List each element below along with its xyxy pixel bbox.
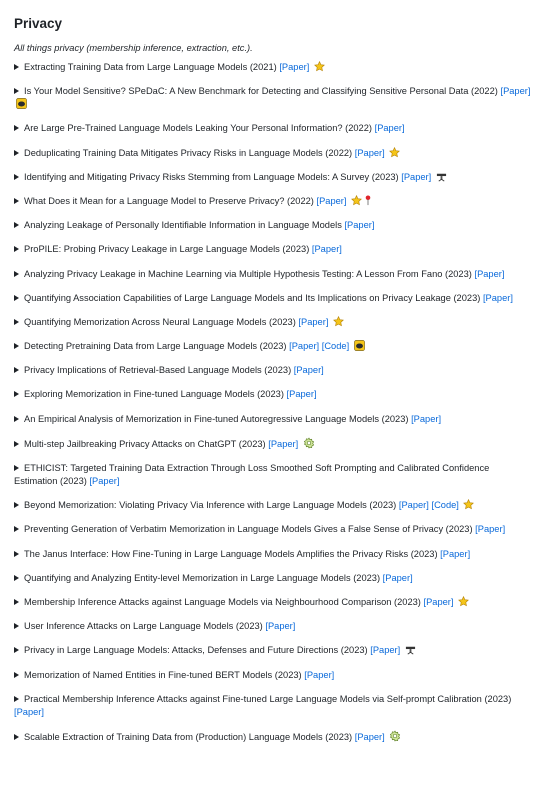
code-link-label: Code — [434, 500, 457, 511]
paper-link-label: Paper — [267, 621, 293, 632]
paper-item[interactable] — [14, 669, 535, 682]
paper-title: Beyond Memorization: Violating Privacy Via Inference with Large Language Models (2023) — [24, 500, 397, 511]
paper-item[interactable] — [14, 462, 535, 488]
paper-link[interactable]: [Paper] — [354, 147, 385, 158]
paper-link[interactable]: [Paper] — [440, 548, 471, 559]
paper-title: Are Large Pre-Trained Language Models Leaking Your Personal Information? (2022) — [24, 123, 372, 134]
star-icon — [351, 195, 362, 206]
paper-item[interactable] — [14, 620, 535, 633]
paper-link-label: Paper — [377, 123, 402, 134]
expand-triangle-icon[interactable] — [14, 295, 19, 301]
expand-triangle-icon[interactable] — [14, 441, 19, 447]
paper-item[interactable] — [14, 122, 535, 135]
paper-item[interactable] — [14, 693, 535, 719]
paper-link[interactable]: [Paper] — [89, 476, 120, 486]
paper-link-label: Paper — [92, 476, 117, 486]
paper-item[interactable] — [14, 268, 535, 281]
star-icon — [333, 316, 344, 327]
expand-triangle-icon[interactable] — [14, 391, 19, 397]
paper-link[interactable]: [Paper] — [401, 171, 432, 182]
expand-triangle-icon[interactable] — [14, 271, 19, 277]
expand-triangle-icon[interactable] — [14, 647, 19, 653]
paper-item[interactable] — [14, 523, 535, 536]
paper-title: Analyzing Privacy Leakage in Machine Learning via Multiple Hypothesis Testing: A Lesson From Fano (2023) — [24, 268, 472, 279]
paper-title: Scalable Extraction of Training Data from (Production) Language Models (2023) — [24, 731, 353, 742]
paper-link-label: Paper — [291, 341, 317, 352]
code-link-label: Code — [324, 341, 347, 352]
paper-link[interactable]: [Paper] — [370, 645, 401, 656]
expand-triangle-icon[interactable] — [14, 367, 19, 373]
telescope-icon — [405, 644, 416, 655]
paper-link[interactable]: [Paper] — [474, 268, 505, 279]
expand-triangle-icon[interactable] — [14, 416, 19, 422]
paper-item[interactable] — [14, 219, 535, 232]
paper-title: Memorization of Named Entities in Fine-tuned BERT Models (2023) — [24, 669, 302, 680]
paper-item[interactable] — [14, 171, 535, 184]
expand-triangle-icon[interactable] — [14, 623, 19, 629]
paper-item[interactable] — [14, 644, 535, 657]
star-icon — [314, 61, 325, 72]
paper-link-label: Paper — [289, 389, 314, 400]
paper-title: Identifying and Mitigating Privacy Risks Stemming from Language Models: A Survey (2023) — [24, 171, 399, 182]
star-icon — [463, 499, 474, 510]
paper-link[interactable]: [Paper] — [382, 572, 413, 583]
paper-link-label: Paper — [270, 438, 296, 449]
expand-triangle-icon[interactable] — [14, 343, 19, 349]
paper-title: Quantifying Memorization Across Neural Language Models (2023) — [24, 316, 296, 327]
paper-title: Extracting Training Data from Large Language Models (2021) — [24, 62, 277, 72]
hole-icon — [354, 340, 365, 351]
paper-title: Privacy Implications of Retrieval-Based Language Models (2023) — [24, 365, 292, 376]
hole-icon — [16, 98, 27, 109]
paper-item[interactable] — [14, 596, 535, 609]
paper-title: Is Your Model Sensitive? SPeDaC: A New Benchmark for Detecting and Classifying Sensitive Personal Data (2022) — [24, 86, 498, 97]
paper-link[interactable]: [Paper] — [265, 621, 296, 632]
paper-link-label: Paper — [16, 706, 42, 717]
paper-link[interactable]: [Paper] — [311, 244, 342, 255]
paper-link-label: Paper — [485, 292, 511, 303]
paper-title: ProPILE: Probing Privacy Leakage in Large Language Models (2023) — [24, 244, 310, 255]
paper-item[interactable] — [14, 147, 535, 160]
paper-link[interactable]: [Paper] — [374, 123, 405, 134]
paper-item[interactable] — [14, 243, 535, 256]
paper-link[interactable]: [Paper] — [411, 413, 442, 424]
expand-triangle-icon[interactable] — [14, 319, 19, 325]
code-link[interactable]: [Code] — [431, 500, 459, 511]
paper-title: ETHICIST: Targeted Training Data Extraction Through Loss Smoothed Soft Prompting and Calibrated Confidence Estimation (2023) — [14, 463, 490, 486]
expand-triangle-icon[interactable] — [14, 465, 19, 471]
paper-link[interactable]: [Paper] — [482, 292, 513, 303]
paper-link[interactable]: [Paper] — [14, 706, 44, 717]
paper-item[interactable] — [14, 316, 535, 329]
paper-title: The Janus Interface: How Fine-Tuning in Large Language Models Amplifies the Privacy Risks (2023) — [24, 548, 438, 559]
paper-link-label: Paper — [385, 572, 411, 583]
expand-triangle-icon[interactable] — [14, 150, 19, 156]
paper-link[interactable]: [Paper] — [289, 341, 320, 352]
paper-link[interactable]: [Paper] — [316, 195, 347, 206]
paper-link[interactable]: [Paper] — [268, 438, 299, 449]
paper-link[interactable]: [Paper] — [344, 220, 375, 231]
paper-link-label: Paper — [301, 316, 326, 327]
paper-title: Analyzing Leakage of Personally Identifiable Information in Language Models — [24, 220, 342, 231]
paper-item[interactable] — [14, 572, 535, 585]
expand-triangle-icon[interactable] — [14, 246, 19, 252]
paper-link-label: Paper — [319, 195, 344, 206]
expand-triangle-icon[interactable] — [14, 174, 19, 180]
paper-item[interactable] — [14, 195, 535, 208]
paper-link-label: Paper — [403, 171, 429, 182]
paper-item[interactable] — [14, 730, 535, 744]
paper-title: Privacy in Large Language Models: Attacks, Defenses and Future Directions (2023) — [24, 645, 368, 656]
paper-item[interactable] — [14, 437, 535, 451]
paper-item[interactable] — [14, 388, 535, 401]
paper-list — [14, 61, 535, 744]
section-title: Privacy — [14, 16, 63, 31]
paper-title: What Does it Mean for a Language Model to Preserve Privacy? (2022) — [24, 195, 314, 206]
expand-triangle-icon[interactable] — [14, 526, 19, 532]
paper-item[interactable] — [14, 340, 535, 353]
paper-title: Quantifying Association Capabilities of Large Language Models and Its Implications on Privacy Leakage (2023) — [24, 292, 481, 303]
paper-link[interactable]: [Paper] — [423, 596, 454, 607]
paper-link-label: Paper — [314, 244, 340, 255]
expand-triangle-icon[interactable] — [14, 502, 19, 508]
paper-title: Multi-step Jailbreaking Privacy Attacks on ChatGPT (2023) — [24, 438, 266, 449]
paper-link-label: Paper — [426, 596, 451, 607]
paper-title: User Inference Attacks on Large Language Models (2023) — [24, 621, 263, 632]
paper-title: An Empirical Analysis of Memorization in Fine-tuned Autoregressive Language Models (2023) — [24, 413, 409, 424]
gear-icon — [303, 437, 315, 449]
paper-link-label: Paper — [372, 645, 398, 656]
paper-link[interactable]: [Paper] — [293, 365, 324, 376]
expand-triangle-icon[interactable] — [14, 734, 19, 740]
paper-link[interactable]: [Paper] — [398, 500, 429, 511]
expand-triangle-icon[interactable] — [14, 198, 19, 204]
star-icon — [389, 147, 400, 158]
paper-item[interactable] — [14, 548, 535, 561]
paper-link[interactable]: [Paper] — [298, 316, 329, 327]
paper-title: Preventing Generation of Verbatim Memorization in Language Models Gives a False Sense of Privacy (2023) — [24, 524, 473, 535]
paper-item[interactable] — [14, 61, 535, 74]
paper-link-label: Paper — [401, 500, 427, 511]
paper-link-label: Paper — [357, 731, 383, 742]
paper-link-label: Paper — [306, 669, 332, 680]
section-subtitle: All things privacy (membership inference, extraction, etc.). — [14, 43, 253, 53]
expand-triangle-icon[interactable] — [14, 551, 19, 557]
gear-icon — [389, 730, 401, 742]
expand-triangle-icon[interactable] — [14, 696, 19, 702]
paper-link[interactable]: [Paper] — [500, 86, 531, 97]
paper-title: Detecting Pretraining Data from Large Language Models (2023) — [24, 341, 287, 352]
expand-triangle-icon[interactable] — [14, 88, 19, 94]
paper-link-label: Paper — [503, 86, 528, 97]
paper-title: Deduplicating Training Data Mitigates Privacy Risks in Language Models (2022) — [24, 147, 353, 158]
paper-link-label: Paper — [477, 268, 502, 279]
paper-link-label: Paper — [442, 548, 468, 559]
paper-link-label: Paper — [477, 524, 503, 535]
expand-triangle-icon[interactable] — [14, 125, 19, 131]
star-icon — [458, 596, 469, 607]
paper-link-label: Paper — [281, 62, 307, 72]
paper-link[interactable]: [Paper] — [475, 524, 506, 535]
paper-title: Practical Membership Inference Attacks against Fine-tuned Large Language Models via Self-prompt Calibration (2023) — [24, 693, 512, 704]
paper-link[interactable]: [Paper] — [354, 731, 385, 742]
telescope-icon — [436, 171, 447, 182]
paper-item[interactable] — [14, 413, 535, 426]
paper-link-label: Paper — [413, 413, 439, 424]
expand-triangle-icon[interactable] — [14, 599, 19, 605]
paper-title: Quantifying and Analyzing Entity-level Memorization in Large Language Models (2023) — [24, 572, 381, 583]
expand-triangle-icon[interactable] — [14, 64, 19, 70]
code-link[interactable]: [Code] — [321, 341, 350, 352]
paper-link-label: Paper — [357, 147, 383, 158]
paper-item[interactable] — [14, 364, 535, 377]
paper-link[interactable]: [Paper] — [304, 669, 335, 680]
pin-icon — [364, 195, 372, 206]
paper-link-label: Paper — [347, 220, 372, 231]
paper-item[interactable] — [14, 499, 535, 512]
expand-triangle-icon[interactable] — [14, 222, 19, 228]
paper-title: Membership Inference Attacks against Language Models via Neighbourhood Comparison (2023) — [24, 596, 421, 607]
paper-link-label: Paper — [296, 365, 322, 376]
expand-triangle-icon[interactable] — [14, 672, 19, 678]
paper-item[interactable] — [14, 292, 535, 305]
paper-link[interactable]: [Paper] — [286, 389, 317, 400]
paper-title: Exploring Memorization in Fine-tuned Language Models (2023) — [24, 389, 284, 400]
expand-triangle-icon[interactable] — [14, 575, 19, 581]
paper-link[interactable]: [Paper] — [279, 62, 310, 72]
paper-item[interactable] — [14, 85, 535, 111]
